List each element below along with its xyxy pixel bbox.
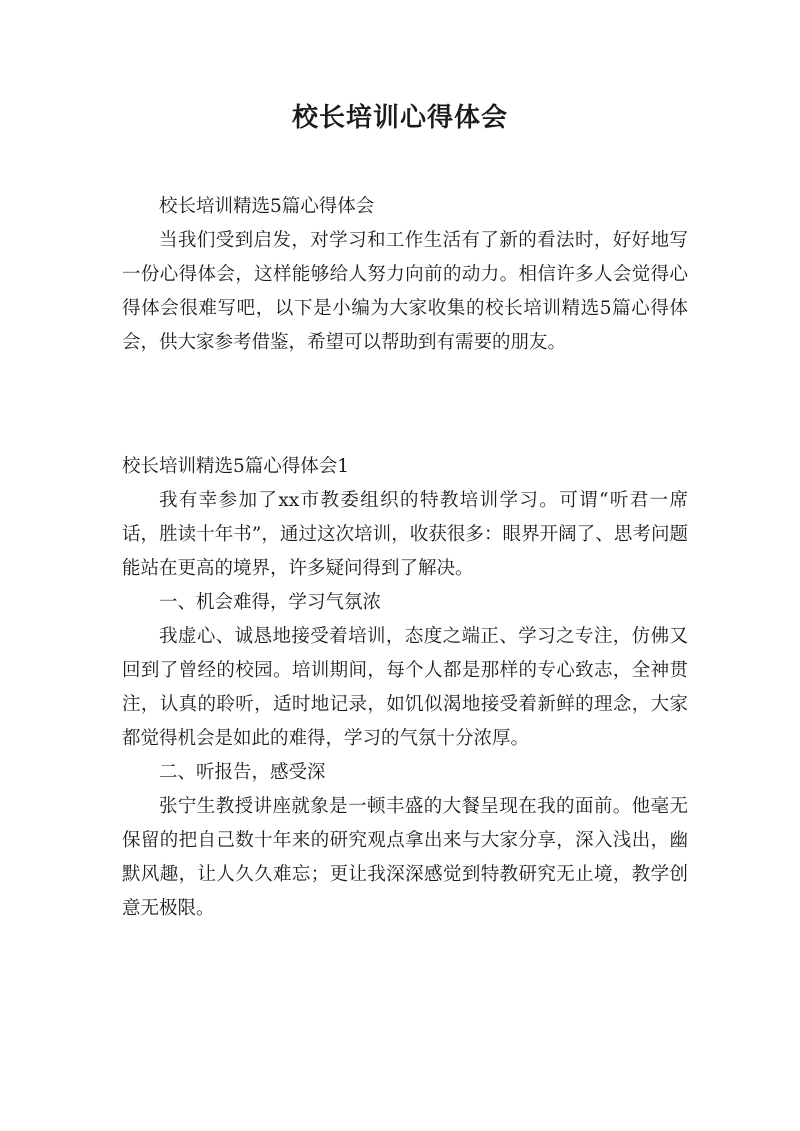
intro-heading: 校长培训精选5篇心得体会	[159, 196, 375, 217]
section-1-subparagraph-1: 我虚心、诚恳地接受着培训，态度之端正、学习之专注，仿佛又回到了曾经的校园。培训期间，每个人都是那样的专心致志，全神贯注，认真的聆听，适时地记录，如饥似渴地接受着新鲜的理念，大家都觉得机会是如此的难得，学习的气氛十分浓厚。	[122, 626, 688, 749]
section-1-subheading-1: 一、机会难得，学习气氛浓	[159, 592, 382, 613]
section-1-subheading-2: 二、听报告，感受深	[159, 762, 326, 783]
intro-paragraph: 当我们受到启发，对学习和工作生活有了新的看法时，好好地写一份心得体会，这样能够给人努力向前的动力。相信许多人会觉得心得体会很难写吧，以下是小编为大家收集的校长培训精选5篇心得体会，供大家参考借鉴，希望可以帮助到有需要的朋友。	[122, 230, 688, 353]
document-title: 校长培训心得体会	[291, 103, 508, 133]
intro-block	[122, 190, 688, 360]
section-1-block	[122, 450, 688, 926]
section-1-heading: 校长培训精选5篇心得体会1	[122, 456, 350, 477]
section-1-subparagraph-2: 张宁生教授讲座就象是一顿丰盛的大餐呈现在我的面前。他毫无保留的把自己数十年来的研究观点拿出来与大家分享，深入浅出，幽默风趣，让人久久难忘；更让我深深感觉到特教研究无止境，教学创意无极限。	[122, 796, 688, 919]
section-1-paragraph-1: 我有幸参加了xx市教委组织的特教培训学习。可谓“听君一席话，胜读十年书”，通过这次培训，收获很多：眼界开阔了、思考问题能站在更高的境界，许多疑问得到了解决。	[122, 490, 688, 579]
